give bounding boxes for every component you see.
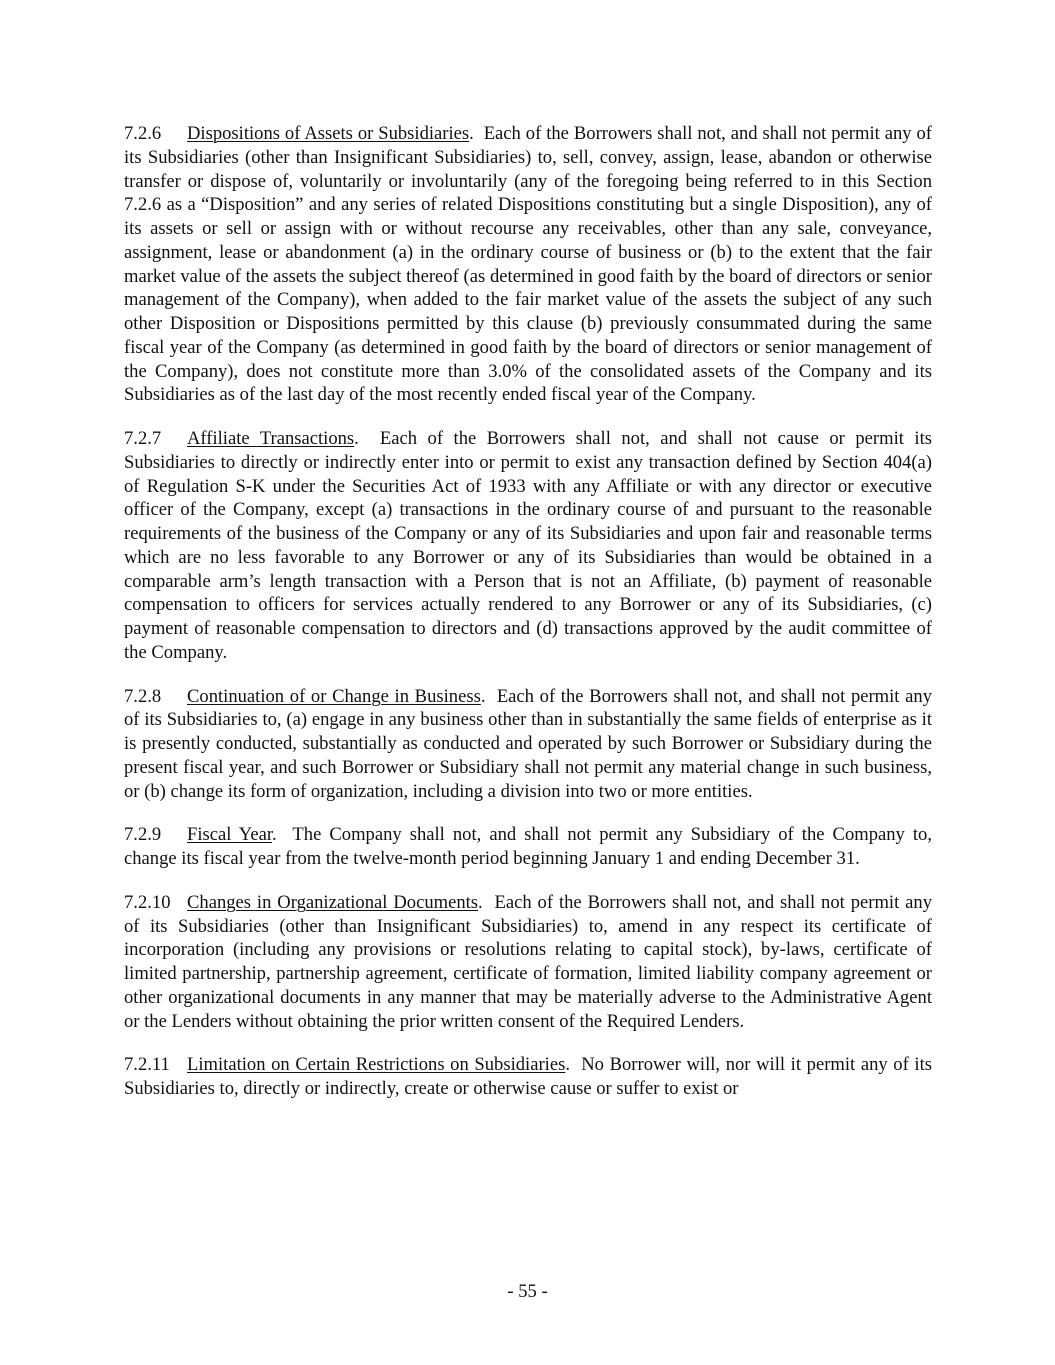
section-body: The Company shall not, and shall not permit any Subsidiary of the Company to, change its fiscal year from the twelve-month period beginning January 1 and ending December 31. (124, 824, 932, 869)
section-7-2-8: 7.2.8 Continuation of or Change in Business. Each of the Borrowers shall not, and shall not permit any of its Subsidiaries to, (a) engage in any business other than in substantially the same fields of enterprise as it is presently conducted, substantially as conducted and operated by such Borrower or Subsidiary during the present fiscal year, and such Borrower or Subsidiary shall not permit any material change in such business, or (b) change its form of organization, including a division into two or more entities. (124, 685, 932, 802)
section-7-2-7: 7.2.7 Affiliate Transactions. Each of the Borrowers shall not, and shall not cause or permit its Subsidiaries to directly or indirectly enter into or permit to exist any transaction defined by Section 404(a) of Regulation S-K under the Securities Act of 1933 with any Affiliate or with any director or executive officer of the Company, except (a) transactions in the ordinary course of and pursuant to the reasonable requirements of the business of the Company or any of its Subsidiaries and upon fair and reasonable terms which are no less favorable to any Borrower or any of its Subsidiaries than would be obtained in a comparable arm’s length transaction with a Person that is not an Affiliate, (b) payment of reasonable compensation to officers for services actually rendered to any Borrower or any of its Subsidiaries, (c) payment of reasonable compensation to directors and (d) transactions approved by the audit committee of the Company. (124, 428, 932, 663)
section-7-2-10: 7.2.10 Changes in Organizational Documents. Each of the Borrowers shall not, and shall not permit any of its Subsidiaries (other than Insignificant Subsidiaries) to, amend in any respect its certificate of incorporation (including any provisions or resolutions relating to capital stock), by-laws, certificate of limited partnership, partnership agreement, certificate of formation, limited liability company agreement or other organizational documents in any manner that may be materially adverse to the Administrative Agent or the Lenders without obtaining the prior written consent of the Required Lenders. (124, 891, 932, 1032)
section-title: Limitation on Certain Restrictions on Subsidiaries (187, 1054, 566, 1076)
section-number: 7.2.10 (124, 891, 171, 913)
section-title: Affiliate Transactions (187, 428, 355, 449)
section-number: 7.2.11 (124, 1054, 170, 1076)
section-body: Each of the Borrowers shall not, and shall not permit any of its Subsidiaries to, (a) engage in any business other than in substantially the same fields of enterprise as it is presently conducted, substantially as conducted and operated by such Borrower or Subsidiary during the present fiscal year, and such Borrower or Subsidiary shall not permit any material change in such business, or (b) change its form of organization, including a division into two or more entities. (124, 685, 932, 802)
section-body: Each of the Borrowers shall not, and shall not permit any of its Subsidiaries (other than Insignificant Subsidiaries) to, sell, convey, assign, lease, abandon or otherwise transfer or dispose of, voluntarily or involuntarily (any of the foregoing being referred to in this Section 7.2.6 as a “Disposition” and any series of related Dispositions constituting but a single Disposition), any of its assets or sell or assign with or without recourse any receivables, other than any sale, conveyance, assignment, lease or abandonment (a) in the ordinary course of business or (b) to the extent that the fair market value of the assets the subject thereof (as determined in good faith by the board of directors or senior management of the Company), when added to the fair market value of the assets the subject of any such other Disposition or Dispositions permitted by this clause (b) previously consummated during the same fiscal year of the Company (as determined in good faith by the board of directors or senior management of the Company), does not constitute more than 3.0% of the consolidated assets of the Company and its Subsidiaries as of the last day of the most recently ended fiscal year of the Company. (124, 123, 932, 406)
section-number: 7.2.8 (124, 685, 162, 707)
section-number: 7.2.7 (124, 428, 162, 449)
section-7-2-11: 7.2.11 Limitation on Certain Restrictions on Subsidiaries. No Borrower will, nor will it permit any of its Subsidiaries to, directly or indirectly, create or otherwise cause or suffer to exist or (124, 1054, 932, 1099)
section-body: Each of the Borrowers shall not, and shall not cause or permit its Subsidiaries to directly or indirectly enter into or permit to exist any transaction defined by Section 404(a) of Regulation S-K under the Securities Act of 1933 with any Affiliate or with any director or executive officer of the Company, except (a) transactions in the ordinary course of and pursuant to the reasonable requirements of the business of the Company or any of its Subsidiaries and upon fair and reasonable terms which are no less favorable to any Borrower or any of its Subsidiaries than would be obtained in a comparable arm’s length transaction with a Person that is not an Affiliate, (b) payment of reasonable compensation to officers for services actually rendered to any Borrower or any of its Subsidiaries, (c) payment of reasonable compensation to directors and (d) transactions approved by the audit committee of the Company. (124, 428, 932, 663)
section-7-2-6: 7.2.6 Dispositions of Assets or Subsidiaries. Each of the Borrowers shall not, and shall not permit any of its Subsidiaries (other than Insignificant Subsidiaries) to, sell, convey, assign, lease, abandon or otherwise transfer or dispose of, voluntarily or involuntarily (any of the foregoing being referred to in this Section 7.2.6 as a “Disposition” and any series of related Dispositions constituting but a single Disposition), any of its assets or sell or assign with or without recourse any receivables, other than any sale, conveyance, assignment, lease or abandonment (a) in the ordinary course of business or (b) to the extent that the fair market value of the assets the subject thereof (as determined in good faith by the board of directors or senior management of the Company), when added to the fair market value of the assets the subject of any such other Disposition or Dispositions permitted by this clause (b) previously consummated during the same fiscal year of the Company (as determined in good faith by the board of directors or senior management of the Company), does not constitute more than 3.0% of the consolidated assets of the Company and its Subsidiaries as of the last day of the most recently ended fiscal year of the Company. (124, 123, 932, 406)
section-title: Continuation of or Change in Business (187, 685, 481, 707)
section-body: Each of the Borrowers shall not, and shall not permit any of its Subsidiaries (other than Insignificant Subsidiaries) to, amend in any respect its certificate of incorporation (including any provisions or resolutions relating to capital stock), by-laws, certificate of limited partnership, partnership agreement, certificate of formation, limited liability company agreement or other organizational documents in any manner that may be materially adverse to the Administrative Agent or the Lenders without obtaining the prior written consent of the Required Lenders. (124, 891, 932, 1032)
section-number: 7.2.6 (124, 123, 162, 144)
section-title: Changes in Organizational Documents (187, 891, 479, 913)
section-title: Fiscal Year (187, 824, 273, 846)
section-number: 7.2.9 (124, 824, 162, 846)
section-body: No Borrower will, nor will it permit any of its Subsidiaries to, directly or indirectly, create or otherwise cause or suffer to exist or (124, 1054, 932, 1099)
document-page (124, 122, 932, 1121)
section-7-2-9: 7.2.9 Fiscal Year. The Company shall not, and shall not permit any Subsidiary of the Company to, change its fiscal year from the twelve-month period beginning January 1 and ending December 31. (124, 824, 932, 869)
page-number: - 55 - (507, 1281, 548, 1302)
section-title: Dispositions of Assets or Subsidiaries (187, 123, 470, 144)
